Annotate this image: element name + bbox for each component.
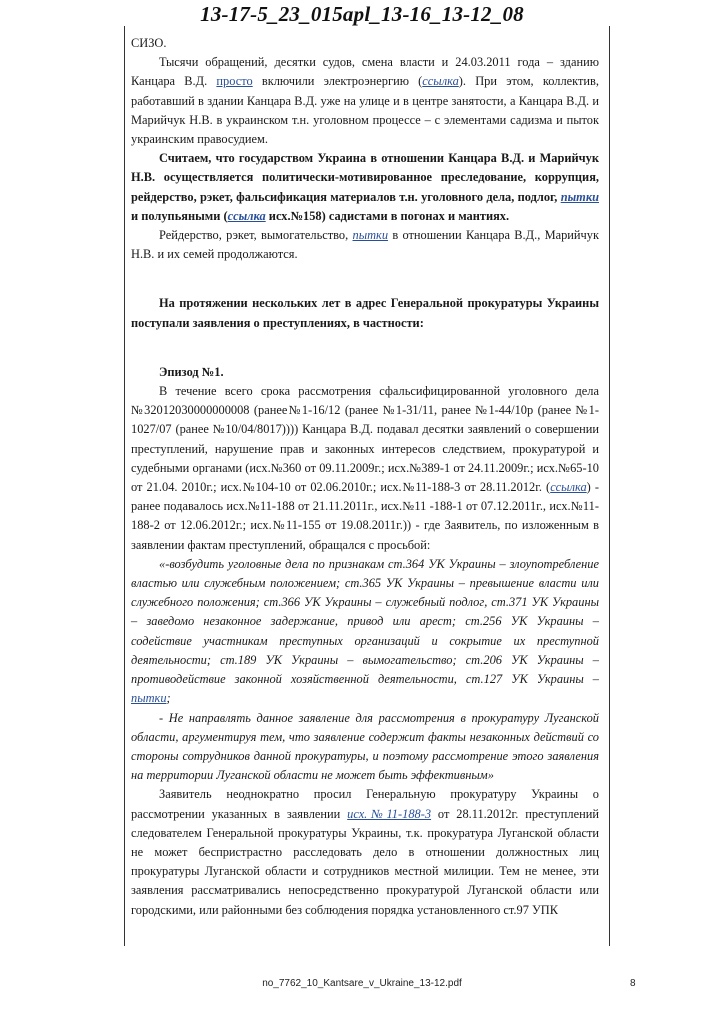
link-ssylka[interactable]: ссылка <box>227 208 266 223</box>
text-run: Считаем, что государством Украина в отношении Канцара В.Д. и Марийчук Н.В. осуществляется политически-мотивированное преследование, коррупция, рейдерство, рэкет, фальсификация материалов т.н. уголовного дела, подлог, <box>131 151 599 204</box>
text-run: «-возбудить уголовные дела по признакам ст.364 УК Украины – злоупотребление властью или служебным положением; ст.365 УК Украины – превышение власти или служебного положения; ст.366 УК Украины – служебный подлог, ст.371 УК Украины – заведомо незаконное задержание, привод или арест; ст.256 УК Украины – содействие участникам преступных организаций и сокрытие их преступной деятельности; ст.189 УК Украины – вымогательство; ст.206 УК Украины – противодействие законной хозяйственной деятельности, ст.127 УК Украины – <box>131 556 599 687</box>
episode-heading: Эпизод №1. <box>159 364 224 379</box>
text-run: ; <box>166 691 171 706</box>
text-run: ) - ранее подавалось исх.№11-188 от 21.11.2011г., исх.№11 -188-1 от 07.12.2011г., исх.№11-188-2 от 12.06.2012г.; исх.№11-155 от 19.08.2011г.)) - где Заявитель, по изложенным в заявлении фактам преступлений, обращался с просьбой: <box>131 480 599 552</box>
text-run: исх.№158) садистами в погонах и мантиях. <box>265 208 510 223</box>
text-run: В течение всего срока рассмотрения сфальсифицированной уголовного дела №32012030000000008 (ранее№1-16/12 (ранее №1-31/11, ранее №1-44/10р (ранее №1-1027/07 (ранее №10/04/8017)))) Канцара В.Д. подавал десятки заявлений о совершении преступлений, нарушение прав и законных интересов следствием, прокуратурой и судебными органами (исх.№360 от 09.11.2009г.; исх.№389-1 от 24.11.2009г.; исх.№65-10 от 21.04. 2010г.; исх.№104-10 от 02.06.2010г.; исх.№11-188-3 от 28.11.2012г. ( <box>131 384 599 495</box>
document-body <box>131 34 599 920</box>
paragraph-bold <box>131 149 599 226</box>
link-ssylka[interactable]: ссылка <box>550 480 587 495</box>
text-run: ). При этом, коллектив, работавший в здании Канцара В.Д. уже на улице и в центре занятости, а Канцара В.Д. и Марийчук Н.В. в украинском т.н. уголовном процессе – с элементами садизма и пыток украинским правосудием. <box>131 74 600 147</box>
footer-page-number: 8 <box>630 978 636 989</box>
quote-paragraph <box>131 555 599 709</box>
paragraph <box>131 785 599 919</box>
link-pytki[interactable]: пытки <box>560 189 599 204</box>
footer-filename: no_7762_10_Kantsare_v_Ukraine_13-12.pdf <box>262 978 462 989</box>
paragraph: СИЗО. <box>131 36 167 50</box>
document-header-title: 13-17-5_23_015apl_13-16_13-12_08 <box>200 2 524 26</box>
link-ssylka[interactable]: ссылка <box>422 74 459 89</box>
paragraph <box>131 226 599 264</box>
paragraph <box>131 53 599 149</box>
paragraph <box>131 382 599 555</box>
link-pytki[interactable]: пытки <box>352 228 389 243</box>
link-prosto[interactable]: просто <box>216 74 253 89</box>
quote-paragraph: - Не направлять данное заявление для рассмотрения в прокуратуру Луганской области, аргументируя тем, что заявление содержит факты незаконных действий со стороны сотрудников данной прокуратуры, и поэтому рассмотрение этого заявления на территории Луганской области не может быть эффективным» <box>131 710 599 783</box>
text-run: Рейдерство, рэкет, вымогательство, <box>159 228 353 243</box>
text-run: Заявитель неоднократно просил Генеральную прокуратуру Украины о рассмотрении указанных в заявлении <box>131 787 599 821</box>
link-ish-11-188-3[interactable]: исх.№11-188-3 <box>347 806 432 821</box>
text-run: и полупьяными ( <box>131 208 228 223</box>
text-run: включили электроэнергию ( <box>252 74 423 89</box>
section-heading: На протяжении нескольких лет в адрес Генеральной прокуратуры Украины поступали заявления о преступлениях, в частности: <box>131 296 599 330</box>
text-run: в отношении Канцара В.Д., Марийчук Н.В. и их семей продолжаются. <box>131 228 599 262</box>
text-run: от 28.11.2012г. преступлений следователем Генеральной прокуратуры Украины, т.к. прокуратура Луганской области не может беспристрастно расследовать дело в отношении должностных лиц прокуратуры Луганской области и сотрудников местной милиции. Тем не менее, эти заявления рассматривались непосредственно прокуратурой Луганской области или городскими, или районными без соблюдения порядка установленного ст.97 УПК <box>131 806 599 917</box>
link-pytki[interactable]: пытки <box>131 691 167 706</box>
text-run: Тысячи обращений, десятки судов, смена власти и 24.03.2011 года – зданию Канцара В.Д. <box>131 55 599 89</box>
